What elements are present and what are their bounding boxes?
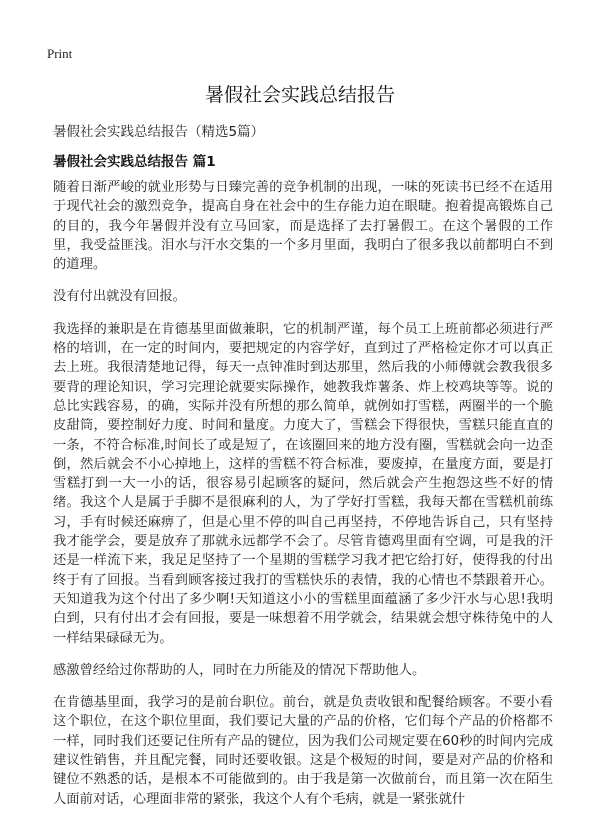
paragraph: 我选择的兼职是在肯德基里面做兼职，它的机制严谨，每个员工上班前都必须进行严格的培训，在一定的时间内，要把规定的内容学好，直到过了严格检定你才可以真正去上班。我很清楚地记得，每天一点钟准时到达那里，然后我的小师傅就会教我很多要背的理论知识，学习完理论就要实际操作，她教我炸薯条、炸上校鸡块等等。说的总比实践容易，的确，实际并没有所想的那么简单，就例如打雪糕，两圈半的一个脆皮甜筒，要控制好力度、时间和量度。力度大了，雪糕会下得很快，雪糕只能直直的一条，不符合标准,时间长了或是短了，在该圈回来的地方没有圈，雪糕就会向一边歪倒，然后就会不小心掉地上，这样的雪糕不符合标准，要废掉，在量度方面，要是打雪糕打到一大一小的话，很容易引起顾客的疑问，然后就会产生抱怨这些不好的情绪。我这个人是属于手脚不是很麻利的人，为了学好打雪糕，我每天都在雪糕机前练习，手有时候还麻痹了，但是心里不停的叫自己再坚持，不停地告诉自己，只有坚持我才能学会，要是放弃了那就永远都学不会了。尽管肯德鸡里面有空调，可是我的汗还是一样流下来，我足足坚持了一个星期的雪糕学习我才把它给打好，使得我的付出终于有了回报。当看到顾客接过我打的雪糕快乐的表情，我的心情也不禁跟着开心。天知道我为这个付出了多少啊!天知道这小小的雪糕里面蕴涵了多少汗水与心思!我明白到，只有付出才会有回报，要是一味想着不用学就会，结果就会想守株待兔中的人一样结果碌碌无为。 — [53, 321, 553, 646]
paragraph: 没有付出就没有回报。 — [53, 289, 186, 305]
paragraph: 随着日渐严峻的就业形势与日臻完善的竞争机制的出现，一味的死读书已经不在适用于现代社会的激烈竞争，提高自身在社会中的生存能力迫在眼睫。抱着提高锻炼自己的目的，我今年暑假并没有立马回家，而是选择了去打暑假工。在这个暑假的工作里，我受益匪浅。泪水与汗水交集的一个多月里面，我明白了很多我以前都明白不到的道理。 — [53, 180, 553, 273]
document-subtitle: 暑假社会实践总结报告（精选5篇） — [53, 124, 265, 140]
document-body — [53, 178, 553, 822]
paragraph: 在肯德基里面，我学习的是前台职位。前台，就是负责收银和配餐给顾客。不要小看这个职位，在这个职位里面，我们要记大量的产品的价格，它们每个产品的价格都不一样，同时我们还要记住所有产品的键位，因为我们公司规定要在60秒的时间内完成建议性销售，并且配完餐，同时还要收银。这是个极短的时间，要是对产品的价格和键位不熟悉的话，是根本不可能做到的。由于我是第一次做前台，而且第一次在陌生人面前对话，心理面非常的紧张，我这个人有个毛病，就是一紧张就什 — [53, 695, 553, 807]
section-heading: 暑假社会实践总结报告 篇1 — [53, 154, 216, 170]
paragraph: 感激曾经给过你帮助的人，同时在力所能及的情况下帮助他人。 — [53, 662, 426, 678]
print-label: Print — [47, 46, 73, 61]
document-title: 暑假社会实践总结报告 — [204, 84, 395, 106]
